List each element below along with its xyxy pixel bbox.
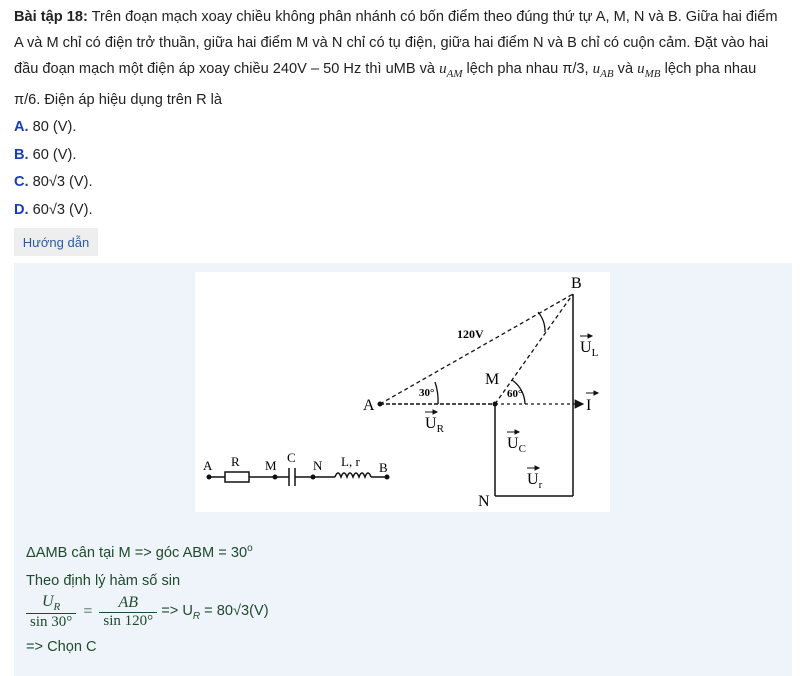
circuit-dot-a [207, 475, 212, 480]
fraction-ab-sin120: $\frac{AB}{\sin 120^\circ}$ [99, 594, 157, 630]
question-part-2: lệch pha nhau π/3, [462, 61, 593, 77]
angle-arc-30 [435, 382, 438, 404]
solution-line-1: ΔAMB cân tại M => góc ABM = $30^o$ [26, 543, 253, 561]
solution-formula: $\frac{U_R}{\sin 30^\circ}$ = $\frac{AB}{\sin 120^\circ}$ => $U_R = 80√3(V)$ [26, 593, 269, 631]
circuit-label-c: C [287, 450, 296, 465]
circuit-label-lr: L, r [341, 454, 360, 469]
label-angle-60: 60° [507, 388, 523, 400]
question-text [14, 4, 786, 113]
circuit-label-r: R [231, 454, 240, 469]
label-ul: $U_L$ [580, 339, 599, 359]
circuit-label-m: M [265, 458, 277, 473]
option-d[interactable]: D. 60√3 (V). [14, 201, 93, 218]
label-m: M [485, 371, 500, 388]
guide-button[interactable]: Hướng dẫn [14, 228, 98, 256]
dot-m [493, 402, 498, 407]
label-i: I [586, 397, 592, 414]
uab-symbol: $u_{AB}$ [592, 61, 614, 80]
label-uc: $U_C$ [507, 435, 526, 455]
uam-symbol: $u_{AM}$ [439, 61, 463, 80]
label-angle-30: 30° [419, 387, 435, 399]
line-ab [380, 294, 573, 404]
circuit-dot-m [273, 475, 278, 480]
solution-line-2: Theo định lý hàm số sin [26, 573, 181, 589]
umb-symbol: $u_{MB}$ [637, 61, 661, 80]
label-a: A [363, 397, 375, 414]
question-label: Bài tập 18: [14, 9, 88, 25]
circuit-label-n: N [313, 458, 323, 473]
label-120v: 120V [457, 327, 484, 341]
solution-result: => $U_R = 80√3(V)$ [161, 602, 269, 622]
question-part-4: lệch pha nhau π/6. Điện áp hiệu dụng trên R là [14, 61, 757, 108]
angle-arc-b [538, 312, 545, 332]
circuit-dot-b [385, 475, 390, 480]
circuit-label-b: B [379, 460, 388, 475]
label-ur: $U_R$ [425, 415, 444, 435]
label-b: B [571, 275, 582, 292]
label-n: N [478, 493, 490, 510]
phasor-diagram [195, 272, 610, 512]
label-ur-small: $U_r$ [527, 471, 543, 491]
circuit-dot-n [311, 475, 316, 480]
question-part-3: và [613, 61, 638, 77]
solution-line-4: => Chọn C [26, 639, 97, 655]
phasor-svg [195, 272, 610, 512]
option-a[interactable]: A. 80 (V). [14, 119, 77, 135]
question-part-1: Trên đoạn mạch xoay chiều không phân nhánh có bốn điểm theo đúng thứ tự A, M, N và B. Giữa hai điểm A và M chỉ có điện trở thuần, giữa hai điểm M và N chỉ có tụ điện, giữa hai điểm N và B chỉ có cuộn cảm. Đặt vào hai đầu đoạn mạch một điện áp xoay chiều 240V – 50 Hz thì uMB và [14, 9, 778, 77]
option-b[interactable]: B. 60 (V). [14, 146, 77, 163]
circuit-label-a: A [203, 458, 213, 473]
answer-options [14, 114, 93, 224]
circuit-schematic [209, 468, 387, 486]
dot-a [378, 402, 383, 407]
option-c[interactable]: C. 80√3 (V). [14, 174, 93, 190]
fraction-ur-sin30: $\frac{U_R}{\sin 30^\circ}$ [26, 593, 76, 631]
